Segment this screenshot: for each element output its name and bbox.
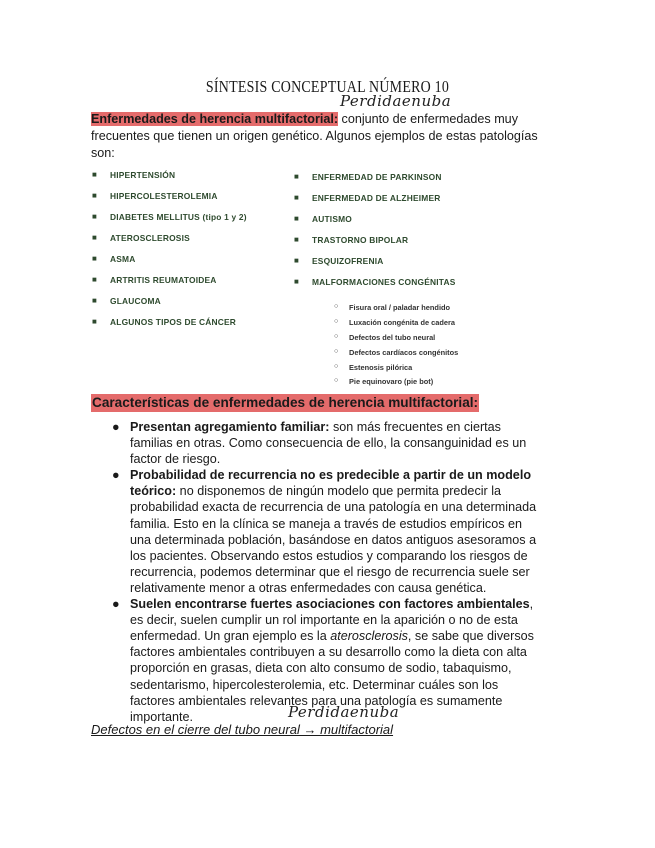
list-item: ● Probabilidad de recurrencia no es predecible a partir de un modelo teórico: no disponemos de ningún modelo que permita predecir la probabilidad exacta de recurrencia de una patología en una determinada familia. Esto en la clínica se maneja a través de estudios empíricos en una determinada población, basándose en datos antiguos asesoramos a los pacientes. Observando estos estudios y comparando los riesgos de recurrencia, podemos determinar que el riesgo de recurrencia suele ser relativamente menor a otras enfermedades con causa genética.	[112, 468, 537, 595]
intro-text: conjunto de enfermedades muy frecuentes que tienen un origen genético. Algunos ejemplos de estas patologías son:	[91, 112, 538, 160]
signature-watermark-bottom: Perdidaenuba	[288, 703, 400, 721]
list-item: ● Suelen encontrarse fuertes asociaciones con factores ambientales, es decir, suelen cumplir un rol importante en la aparición o no de esta enfermedad. Un gran ejemplo es la aterosclerosis, se sabe que diversos factores ambientales contribuyen a su desarrollo como la dieta con alta proporción en grasas, dieta con alto consumo de sodio, tabaquismo, sedentarismo, hipercolesterolemia, etc. Determinar cuáles son los factores ambientales relevantes para una patología es sumamente importante.	[112, 597, 534, 724]
section-heading: Características de enfermedades de herencia multifactorial:	[92, 395, 479, 410]
document-title: SÍNTESIS CONCEPTUAL NÚMERO 10	[205, 77, 450, 96]
intro-paragraph	[91, 111, 541, 162]
list-item: ● Presentan agregamiento familiar: son más frecuentes en ciertas familias en otras. Como consecuencia de ello, la consanguinidad es un factor de riesgo.	[112, 420, 527, 467]
characteristics-list	[110, 419, 540, 725]
signature-watermark-top: Perdidaenuba	[340, 92, 452, 110]
footer-note: Defectos en el cierre del tubo neural → multifactorial	[91, 722, 394, 737]
intro-highlight: Enfermedades de herencia multifactorial:	[91, 112, 339, 126]
